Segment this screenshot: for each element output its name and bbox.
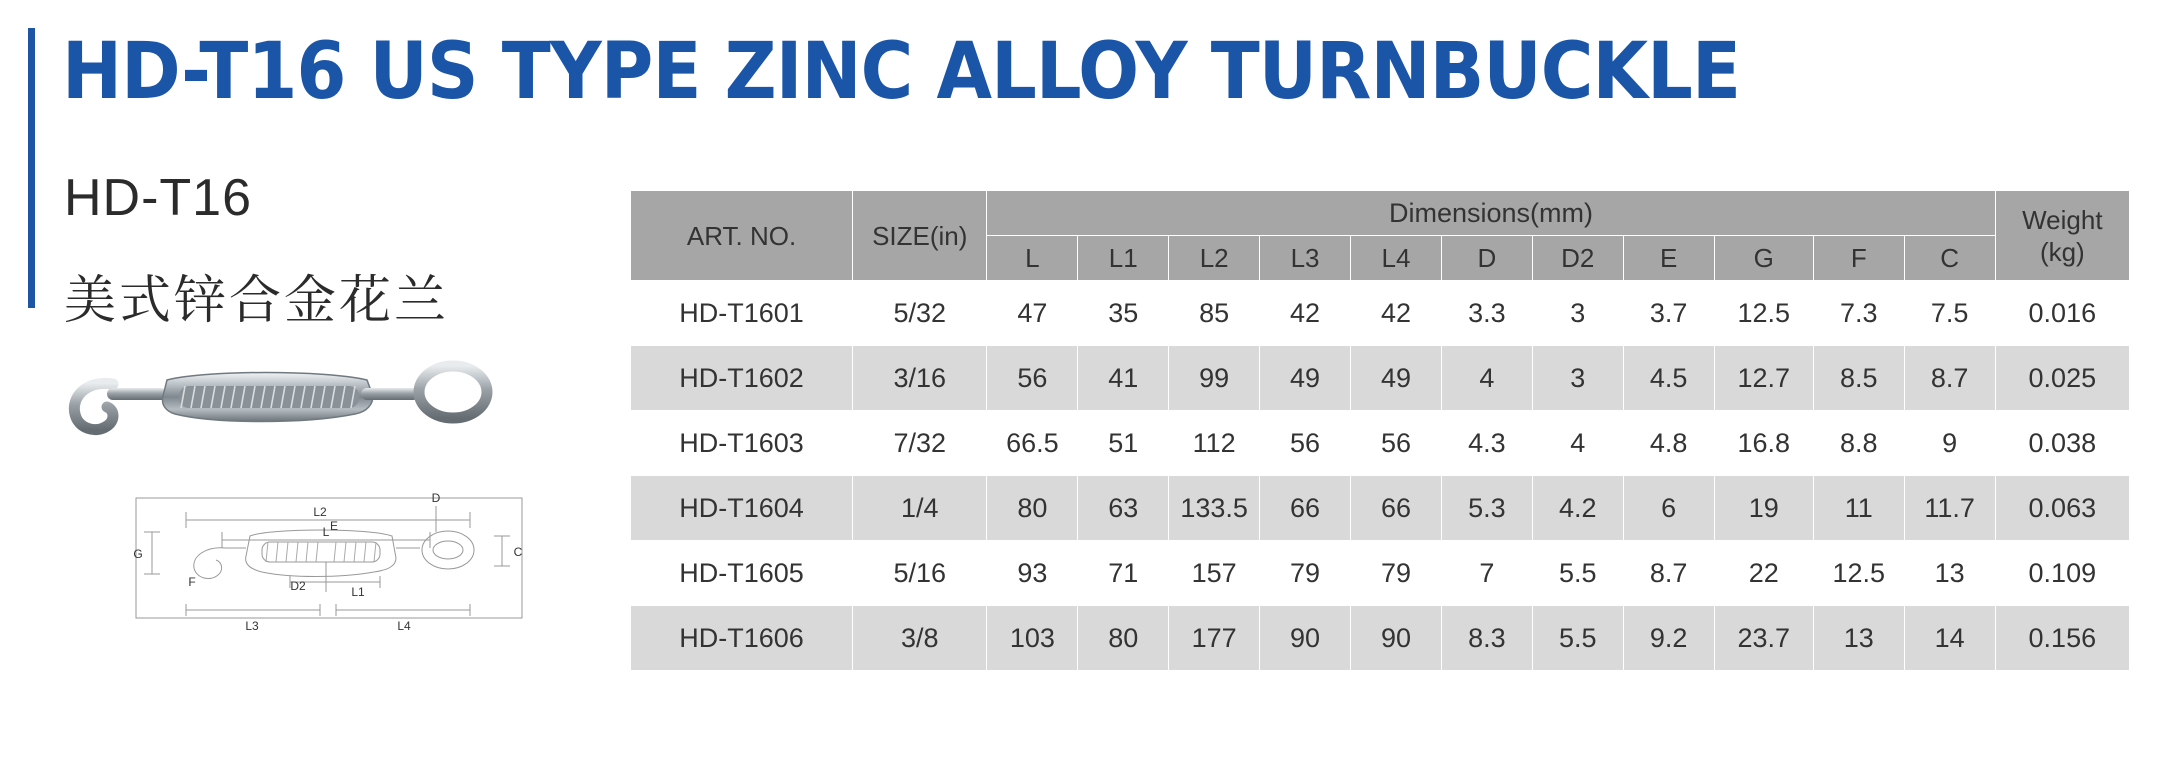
- diagram-label-D2: D2: [290, 579, 306, 593]
- cell-G: 23.7: [1714, 606, 1813, 671]
- cell-L1: 41: [1078, 346, 1169, 411]
- cell-C: 13: [1904, 541, 1995, 606]
- spec-table-wrapper: [630, 190, 2130, 671]
- cell-L: 66.5: [987, 411, 1078, 476]
- cell-L3: 42: [1260, 281, 1351, 346]
- diagram-label-L4: L4: [397, 619, 411, 633]
- cell-L1: 63: [1078, 476, 1169, 541]
- table-head: [631, 191, 2130, 281]
- cell-G: 16.8: [1714, 411, 1813, 476]
- cell-art-no: HD-T1604: [631, 476, 853, 541]
- diagram-label-C: C: [513, 545, 523, 559]
- cell-L3: 66: [1260, 476, 1351, 541]
- cell-G: 12.5: [1714, 281, 1813, 346]
- cell-F: 8.5: [1813, 346, 1904, 411]
- diagram-label-E: E: [329, 519, 339, 533]
- cell-F: 7.3: [1813, 281, 1904, 346]
- cell-D: 7: [1441, 541, 1532, 606]
- cell-L2: 99: [1169, 346, 1260, 411]
- header-dim-L2: L2: [1169, 236, 1260, 281]
- table-header-row-1: [631, 191, 2130, 236]
- header-dim-L1: L1: [1078, 236, 1169, 281]
- cell-L2: 157: [1169, 541, 1260, 606]
- cell-D: 8.3: [1441, 606, 1532, 671]
- cell-E: 3.7: [1623, 281, 1714, 346]
- cell-weight: 0.156: [1995, 606, 2129, 671]
- cell-L1: 35: [1078, 281, 1169, 346]
- table-row: [631, 606, 2130, 671]
- cell-F: 8.8: [1813, 411, 1904, 476]
- cell-size: 3/16: [853, 346, 987, 411]
- cell-D: 4: [1441, 346, 1532, 411]
- header-weight: Weight (kg): [1995, 191, 2129, 281]
- diagram-label-G: G: [133, 547, 143, 561]
- cell-L3: 90: [1260, 606, 1351, 671]
- header-dim-D2: D2: [1532, 236, 1623, 281]
- cell-E: 6: [1623, 476, 1714, 541]
- header-dim-G: G: [1714, 236, 1813, 281]
- diagram-label-L2: L2: [313, 505, 327, 519]
- cell-size: 5/16: [853, 541, 987, 606]
- cell-G: 22: [1714, 541, 1813, 606]
- cell-L: 47: [987, 281, 1078, 346]
- cell-weight: 0.109: [1995, 541, 2129, 606]
- cell-C: 7.5: [1904, 281, 1995, 346]
- cell-weight: 0.038: [1995, 411, 2129, 476]
- cell-D2: 3: [1532, 281, 1623, 346]
- cell-L2: 177: [1169, 606, 1260, 671]
- diagram-label-L: L: [322, 525, 330, 539]
- model-code: HD-T16: [64, 169, 253, 227]
- cell-L4: 49: [1351, 346, 1442, 411]
- header-dim-E: E: [1623, 236, 1714, 281]
- cell-size: 1/4: [853, 476, 987, 541]
- cell-E: 4.8: [1623, 411, 1714, 476]
- cell-E: 9.2: [1623, 606, 1714, 671]
- header-size: SIZE(in): [853, 191, 987, 281]
- cell-F: 12.5: [1813, 541, 1904, 606]
- cell-L2: 85: [1169, 281, 1260, 346]
- header-dim-F: F: [1813, 236, 1904, 281]
- cell-weight: 0.016: [1995, 281, 2129, 346]
- cell-C: 14: [1904, 606, 1995, 671]
- cell-D2: 4.2: [1532, 476, 1623, 541]
- cell-D: 4.3: [1441, 411, 1532, 476]
- header-dim-C: C: [1904, 236, 1995, 281]
- cell-L1: 80: [1078, 606, 1169, 671]
- cell-E: 8.7: [1623, 541, 1714, 606]
- cell-L2: 133.5: [1169, 476, 1260, 541]
- cell-L4: 56: [1351, 411, 1442, 476]
- cell-G: 19: [1714, 476, 1813, 541]
- diagram-label-D: D: [431, 491, 441, 505]
- table-row: [631, 411, 2130, 476]
- cell-L1: 51: [1078, 411, 1169, 476]
- title-accent-rule: [28, 28, 35, 308]
- cell-size: 7/32: [853, 411, 987, 476]
- cell-D2: 3: [1532, 346, 1623, 411]
- cell-L3: 56: [1260, 411, 1351, 476]
- cell-size: 5/32: [853, 281, 987, 346]
- header-dim-D: D: [1441, 236, 1532, 281]
- header-art-no: ART. NO.: [631, 191, 853, 281]
- page-title: HD-T16 US TYPE ZINC ALLOY TURNBUCKLE: [62, 27, 1741, 117]
- header-dimensions: Dimensions(mm): [987, 191, 1995, 236]
- cell-L: 56: [987, 346, 1078, 411]
- diagram-label-L3: L3: [245, 619, 259, 633]
- cell-art-no: HD-T1605: [631, 541, 853, 606]
- cell-F: 13: [1813, 606, 1904, 671]
- cell-G: 12.7: [1714, 346, 1813, 411]
- cell-D: 3.3: [1441, 281, 1532, 346]
- cell-L3: 49: [1260, 346, 1351, 411]
- cell-L: 80: [987, 476, 1078, 541]
- cell-art-no: HD-T1606: [631, 606, 853, 671]
- cell-F: 11: [1813, 476, 1904, 541]
- cell-art-no: HD-T1602: [631, 346, 853, 411]
- diagram-label-L1: L1: [351, 585, 365, 599]
- cell-D2: 4: [1532, 411, 1623, 476]
- cell-C: 11.7: [1904, 476, 1995, 541]
- cell-weight: 0.025: [1995, 346, 2129, 411]
- cell-D: 5.3: [1441, 476, 1532, 541]
- cell-L: 103: [987, 606, 1078, 671]
- spec-table: [630, 190, 2130, 671]
- product-photo: [55, 352, 525, 462]
- cell-size: 3/8: [853, 606, 987, 671]
- cell-L4: 42: [1351, 281, 1442, 346]
- cell-C: 8.7: [1904, 346, 1995, 411]
- header-dim-L3: L3: [1260, 236, 1351, 281]
- cell-C: 9: [1904, 411, 1995, 476]
- model-name-chinese: 美式锌合金花兰: [64, 271, 450, 331]
- cell-D2: 5.5: [1532, 541, 1623, 606]
- cell-D2: 5.5: [1532, 606, 1623, 671]
- table-body: [631, 281, 2130, 671]
- cell-L4: 90: [1351, 606, 1442, 671]
- table-row: [631, 281, 2130, 346]
- cell-L4: 79: [1351, 541, 1442, 606]
- cell-L4: 66: [1351, 476, 1442, 541]
- diagram-label-F: F: [188, 575, 196, 589]
- header-dim-L4: L4: [1351, 236, 1442, 281]
- cell-L2: 112: [1169, 411, 1260, 476]
- cell-art-no: HD-T1603: [631, 411, 853, 476]
- table-row: [631, 476, 2130, 541]
- cell-art-no: HD-T1601: [631, 281, 853, 346]
- table-row: [631, 541, 2130, 606]
- technical-line-drawing: [130, 462, 530, 652]
- cell-L1: 71: [1078, 541, 1169, 606]
- cell-L3: 79: [1260, 541, 1351, 606]
- cell-weight: 0.063: [1995, 476, 2129, 541]
- cell-L: 93: [987, 541, 1078, 606]
- cell-E: 4.5: [1623, 346, 1714, 411]
- table-row: [631, 346, 2130, 411]
- header-dim-L: L: [987, 236, 1078, 281]
